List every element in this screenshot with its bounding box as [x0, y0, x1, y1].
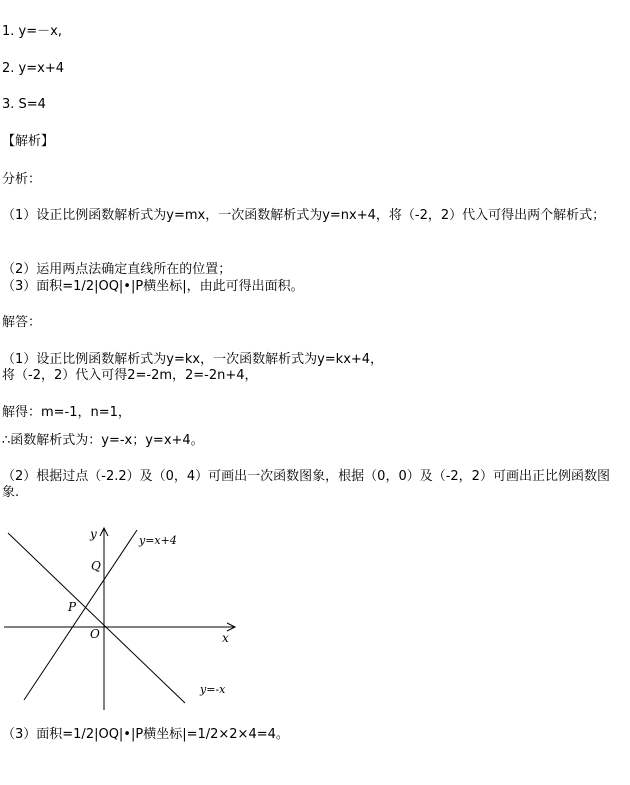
answer-3: 3. S=4: [2, 97, 46, 112]
label-P: P: [68, 600, 77, 614]
label-y: y: [90, 527, 97, 541]
label-line-y-equals-minus-x: y=-x: [200, 683, 226, 696]
jieda-step-1: （1）设正比例函数解析式为y=kx，一次函数解析式为y=kx+4，: [2, 352, 384, 367]
jieda-functions: ∴函数解析式为：y=-x；y=x+4。: [2, 433, 204, 448]
label-O: O: [90, 627, 100, 641]
jieda-step-2: （2）根据过点（-2.2）及（0，4）可画出一次函数图象，根据（0，0）及（-2，2）可画出正比例函数图象.: [2, 469, 610, 500]
fenxi-step-1: （1）设正比例函数解析式为y=mx，一次函数解析式为y=nx+4，将（-2，2）代入可得出两个解析式；: [2, 208, 606, 223]
jieda-step-3: （3）面积=1/2|OQ|•|P横坐标|=1/2×2×4=4。: [2, 727, 289, 742]
jieda-solution: 解得：m=-1，n=1，: [2, 405, 131, 420]
label-x: x: [222, 631, 229, 645]
line-y-equals-x-plus-4: [24, 530, 137, 700]
fenxi-step-2: （2）运用两点法确定直线所在的位置；: [2, 262, 232, 277]
function-graph: [0, 520, 260, 720]
jieda-label: 解答：: [2, 315, 42, 330]
label-Q: Q: [91, 559, 101, 573]
answer-1: 1. y=－x,: [2, 24, 62, 39]
label-line-y-equals-x-plus-4: y=x+4: [139, 534, 177, 547]
jieda-substitution: 将（-2，2）代入可得2=-2m，2=-2n+4，: [2, 368, 258, 383]
fenxi-label: 分析：: [2, 172, 42, 187]
fenxi-step-3: （3）面积=1/2|OQ|•|P横坐标|，由此可得出面积。: [2, 279, 304, 294]
answer-2: 2. y=x+4: [2, 61, 64, 76]
jiexi-heading: 【解析】: [2, 134, 55, 149]
